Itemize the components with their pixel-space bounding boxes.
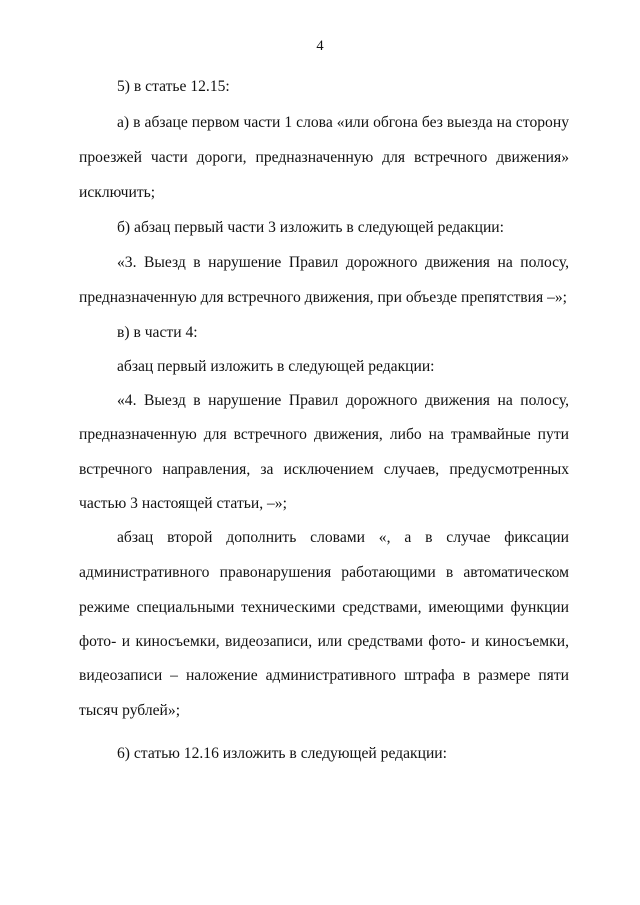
paragraph-two-line-3: режиме специальными техническими средствами, имеющими функции xyxy=(79,599,569,616)
paragraph-two-line-4: фото- и киносъемки, видеозаписи, или средствами фото- и киносъемки, xyxy=(79,633,569,650)
paragraph-two-line-6: тысяч рублей»; xyxy=(79,702,181,719)
paragraph-one-instruction: абзац первый изложить в следующей редакции: xyxy=(117,358,435,375)
paragraph-two-line-2: административного правонарушения работающими в автоматическом xyxy=(79,564,569,581)
quote-3-line-2: предназначенную для встречного движения, при объезде препятствия –»; xyxy=(79,289,568,306)
quote-3-line-1: «3. Выезд в нарушение Правил дорожного движения на полосу, xyxy=(117,254,569,271)
subitem-a-line-3: исключить; xyxy=(79,184,156,201)
page-number: 4 xyxy=(316,38,324,54)
quote-4-line-2: предназначенную для встречного движения, либо на трамвайные пути xyxy=(79,426,569,443)
paragraph-two-line-1: абзац второй дополнить словами «, а в случае фиксации xyxy=(117,529,569,546)
paragraph-two-line-5: видеозаписи – наложение административного штрафа в размере пяти xyxy=(79,667,569,684)
quote-4-line-1: «4. Выезд в нарушение Правил дорожного движения на полосу, xyxy=(117,392,569,409)
item-5-heading: 5) в статье 12.15: xyxy=(117,78,230,95)
subitem-b-line: б) абзац первый части 3 изложить в следующей редакции: xyxy=(117,219,504,236)
quote-4-line-3: встречного направления, за исключением случаев, предусмотренных xyxy=(79,461,569,478)
subitem-a-line-1: а) в абзаце первом части 1 слова «или обгона без выезда на сторону xyxy=(117,114,569,131)
item-6-heading: 6) статью 12.16 изложить в следующей редакции: xyxy=(117,745,447,762)
quote-4-line-4: частью 3 настоящей статьи, –»; xyxy=(79,495,287,512)
subitem-v-line: в) в части 4: xyxy=(117,324,198,341)
subitem-a-line-2: проезжей части дороги, предназначенную для встречного движения» xyxy=(79,149,569,166)
